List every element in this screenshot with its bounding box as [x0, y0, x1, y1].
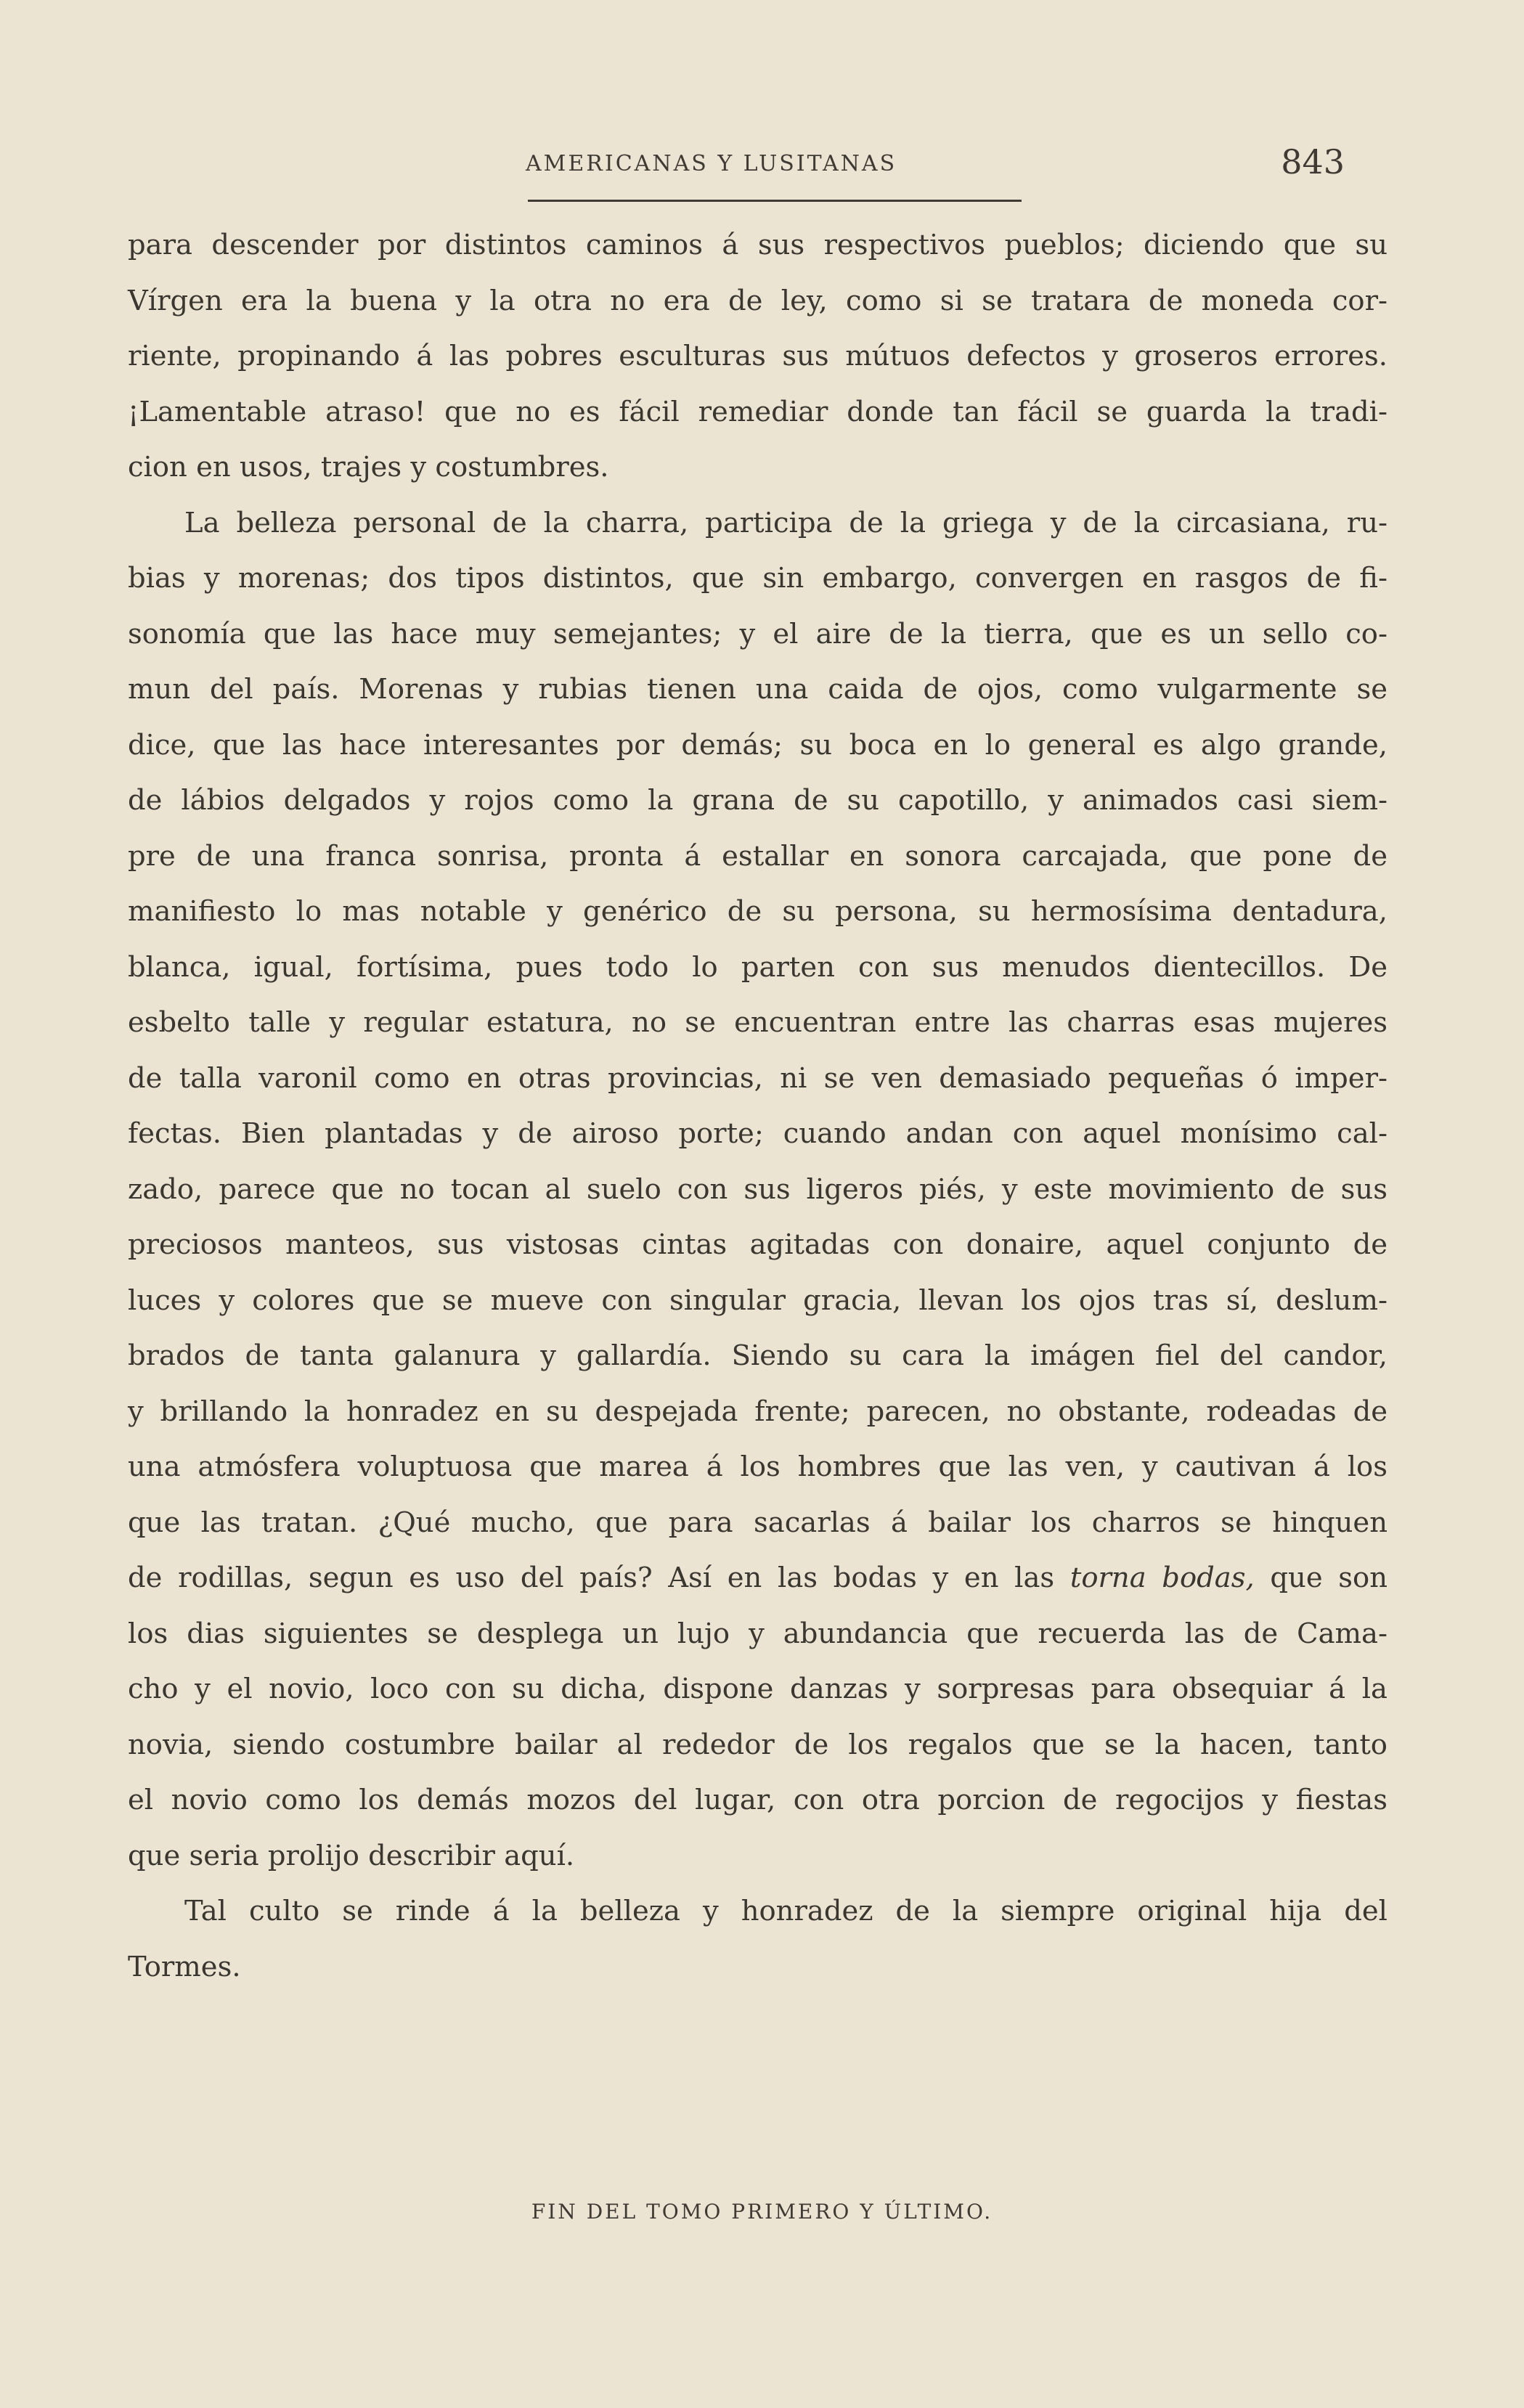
text-line: para descender por distintos caminos á sus respectivos pueblos; diciendo que su: [128, 229, 1388, 261]
text-line: que las tratan. ¿Qué mucho, que para sacarlas á bailar los charros se hinquen: [128, 1506, 1388, 1539]
text-line: dice, que las hace interesantes por demás; su boca en lo general es algo grande,: [128, 728, 1388, 762]
text-line: ¡Lamentable atraso! que no es fácil remediar donde tan fácil se guarda la tradi-: [128, 395, 1388, 428]
text-line: cion en usos, trajes y costumbres.: [128, 451, 609, 483]
text-line: que seria prolijo describir aquí.: [128, 1839, 575, 1872]
text-line: bias y morenas; dos tipos distintos, que sin embargo, convergen en rasgos de fi-: [128, 562, 1388, 595]
text-line: esbelto talle y regular estatura, no se encuentran entre las charras esas mujeres: [128, 1006, 1388, 1039]
text-line: de lábios delgados y rojos como la grana de su capotillo, y animados casi siem-: [128, 784, 1388, 817]
text-line: mun del país. Morenas y rubias tienen una caida de ojos, como vulgarmente se: [128, 673, 1388, 706]
text-line: pre de una franca sonrisa, pronta á estallar en sonora carcajada, que pone de: [128, 839, 1388, 873]
text-line: Tormes.: [128, 1950, 241, 1983]
text-line: manifiesto lo mas notable y genérico de su persona, su hermosísima dentadura,: [128, 895, 1388, 928]
page-header: [526, 142, 1345, 193]
text-line: los dias siguientes se desplega un lujo y abundancia que recuerda las de Cama-: [128, 1617, 1388, 1650]
text-line: fectas. Bien plantadas y de airoso porte; cuando andan con aquel monísimo cal-: [128, 1117, 1388, 1150]
text-line-with-italic: [128, 1551, 1388, 1607]
text-line: riente, propinando á las pobres esculturas sus mútuos defectos y groseros errores.: [128, 340, 1388, 372]
text-line: luces y colores que se mueve con singular gracia, llevan los ojos tras sí, deslum-: [128, 1283, 1388, 1317]
text-line: cho y el novio, loco con su dicha, dispone danzas y sorpresas para obsequiar á la: [128, 1673, 1388, 1705]
text-line: Vírgen era la buena y la otra no era de ley, como si se tratara de moneda cor-: [128, 284, 1388, 317]
italic-term: torna bodas,: [1069, 1562, 1255, 1594]
text-line: de talla varonil como en otras provincias, ni se ven demasiado pequeñas ó imper-: [128, 1061, 1388, 1095]
body-text: [128, 218, 1388, 1995]
running-title: AMERICANAS Y LUSITANAS: [526, 151, 897, 176]
paragraph-start-line: Tal culto se rinde á la belleza y honradez de la siempre original hija del: [184, 1895, 1388, 1927]
header-rule: [528, 200, 1022, 202]
colophon: FIN DEL TOMO PRIMERO Y ÚLTIMO.: [531, 2200, 993, 2224]
text-line: blanca, igual, fortísima, pues todo lo parten con sus menudos dientecillos. De: [128, 950, 1388, 984]
text-segment: de rodillas, segun es uso del país? Así en las bodas y en las: [128, 1562, 1070, 1594]
text-line: el novio como los demás mozos del lugar, con otra porcion de regocijos y fiestas: [128, 1784, 1388, 1816]
paragraph-start-line: La belleza personal de la charra, participa de la griega y de la circasiana, ru-: [184, 506, 1388, 539]
text-line: novia, siendo costumbre bailar al rededor de los regalos que se la hacen, tanto: [128, 1728, 1388, 1761]
text-line: una atmósfera voluptuosa que marea á los hombres que las ven, y cautivan á los: [128, 1450, 1388, 1483]
text-line: preciosos manteos, sus vistosas cintas agitadas con donaire, aquel conjunto de: [128, 1228, 1388, 1261]
text-line: sonomía que las hace muy semejantes; y el aire de la tierra, que es un sello co-: [128, 617, 1388, 650]
text-line: brados de tanta galanura y gallardía. Siendo su cara la imágen fiel del candor,: [128, 1339, 1388, 1372]
text-segment: que son: [1254, 1562, 1388, 1594]
page-number: 843: [1281, 142, 1345, 181]
text-line: y brillando la honradez en su despejada frente; parecen, no obstante, rodeadas de: [128, 1395, 1388, 1428]
text-line: zado, parece que no tocan al suelo con sus ligeros piés, y este movimiento de sus: [128, 1172, 1388, 1206]
